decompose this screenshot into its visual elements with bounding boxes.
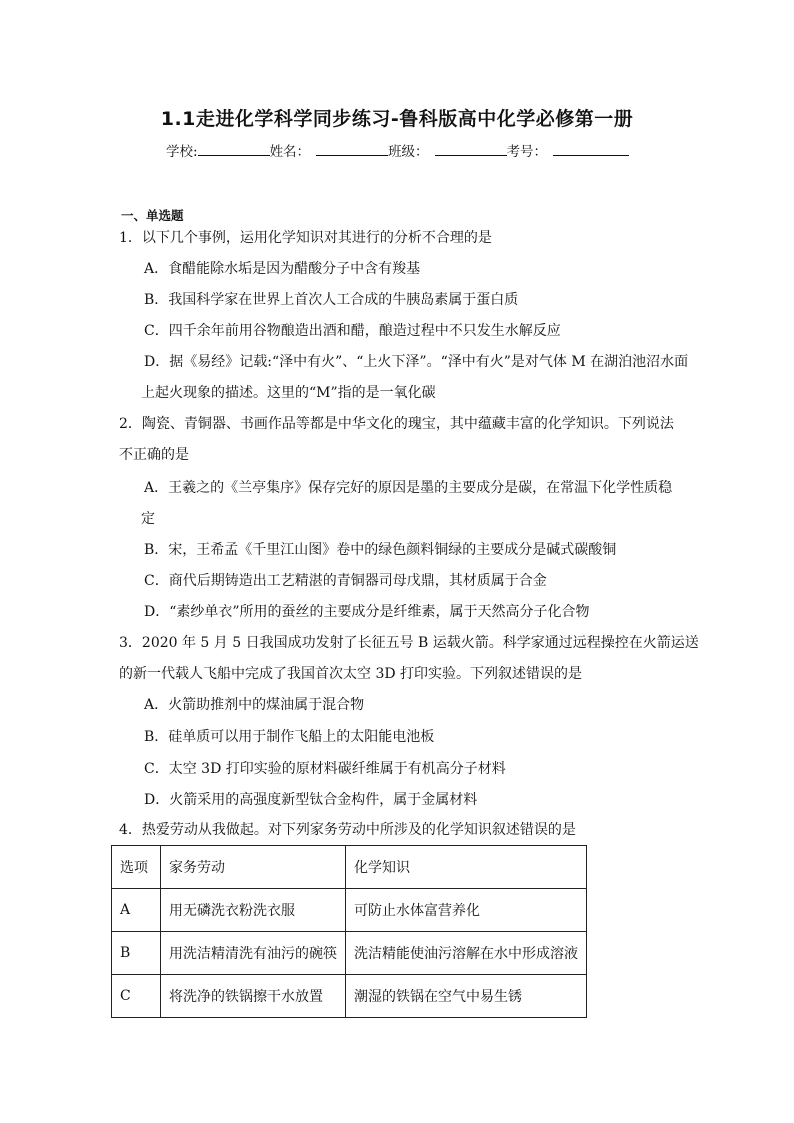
question-1-option-b: B．我国科学家在世界上首次人工合成的牛胰岛素属于蛋白质	[144, 292, 519, 308]
table-row	[112, 932, 587, 975]
question-2-stem: 2．陶瓷、青铜器、书画作品等都是中华文化的瑰宝，其中蕴藏丰富的化学知识。下列说法	[119, 416, 674, 432]
school-label: 学校:	[166, 144, 198, 160]
table-header-cell: 选项	[112, 846, 161, 889]
question-4-table	[111, 845, 587, 1018]
table-cell: B	[112, 932, 161, 975]
question-3-stem-cont: 的新一代载人飞船中完成了我国首次太空 3D 打印实验。下列叙述错误的是	[119, 666, 583, 682]
table-cell: 将洗净的铁锅擦干水放置	[161, 975, 346, 1018]
table-cell: A	[112, 889, 161, 932]
name-blank	[316, 142, 388, 156]
name-label: 姓名：	[269, 144, 311, 160]
class-label: 班级：	[388, 144, 429, 160]
question-1-option-d-cont: 上起火现象的描述。这里的“M”指的是一氧化碳	[141, 385, 436, 401]
student-info-line	[166, 140, 629, 160]
question-1-option-a: A．食醋能除水垢是因为醋酸分子中含有羧基	[144, 261, 421, 277]
table-cell: 用洗洁精清洗有油污的碗筷	[161, 932, 346, 975]
table-row	[112, 889, 587, 932]
school-blank	[198, 142, 270, 156]
question-3-option-c: C．太空 3D 打印实验的原材料碳纤维属于有机高分子材料	[144, 761, 506, 777]
exam-no-blank	[553, 142, 629, 156]
question-1-stem: 1．以下几个事例，运用化学知识对其进行的分析不合理的是	[119, 230, 492, 246]
question-3-option-d: D．火箭采用的高强度新型钛合金构件，属于金属材料	[144, 792, 478, 808]
question-2-stem-cont: 不正确的是	[119, 447, 189, 463]
question-2-option-c: C．商代后期铸造出工艺精湛的青铜器司母戊鼎，其材质属于合金	[144, 573, 547, 589]
question-4-stem: 4．热爱劳动从我做起。对下列家务劳动中所涉及的化学知识叙述错误的是	[119, 822, 576, 838]
table-cell: 可防止水体富营养化	[346, 889, 587, 932]
section-title: 一、单选题	[121, 208, 184, 223]
question-2-option-a: A．王羲之的《兰亭集序》保存完好的原因是墨的主要成分是碳，在常温下化学性质稳	[144, 480, 673, 496]
question-2-option-d: D．“素纱单衣”所用的蚕丝的主要成分是纤维素，属于天然高分子化合物	[144, 604, 590, 620]
exam-no-label: 考号：	[506, 144, 548, 160]
class-blank	[435, 142, 507, 156]
question-3-stem: 3．2020 年 5 月 5 日我国成功发射了长征五号 B 运载火箭。科学家通过远程操控在火箭运送	[119, 635, 699, 651]
table-row	[112, 975, 587, 1018]
question-3-option-a: A．火箭助推剂中的煤油属于混合物	[144, 697, 365, 713]
table-cell: C	[112, 975, 161, 1018]
question-2-option-b: B．宋，王希孟《千里江山图》卷中的绿色颜料铜绿的主要成分是碱式碳酸铜	[144, 542, 617, 558]
question-3-option-b: B．硅单质可以用于制作飞船上的太阳能电池板	[144, 729, 435, 745]
table-header-row	[112, 846, 587, 889]
table-cell: 洗洁精能使油污溶解在水中形成溶液	[346, 932, 587, 975]
page-title: 1.1走进化学科学同步练习-鲁科版高中化学必修第一册	[160, 108, 634, 130]
table-cell: 潮湿的铁锅在空气中易生锈	[346, 975, 587, 1018]
table-header-cell: 化学知识	[346, 846, 587, 889]
table-cell: 用无磷洗衣粉洗衣服	[161, 889, 346, 932]
table-header-cell: 家务劳动	[161, 846, 346, 889]
question-1-option-d: D．据《易经》记载:“泽中有火”、“上火下泽”。“泽中有火”是对气体 M 在湖泊池沼水面	[144, 354, 689, 370]
question-2-option-a-cont: 定	[141, 511, 155, 527]
question-1-option-c: C．四千余年前用谷物酿造出酒和醋，酿造过程中不只发生水解反应	[144, 323, 561, 339]
